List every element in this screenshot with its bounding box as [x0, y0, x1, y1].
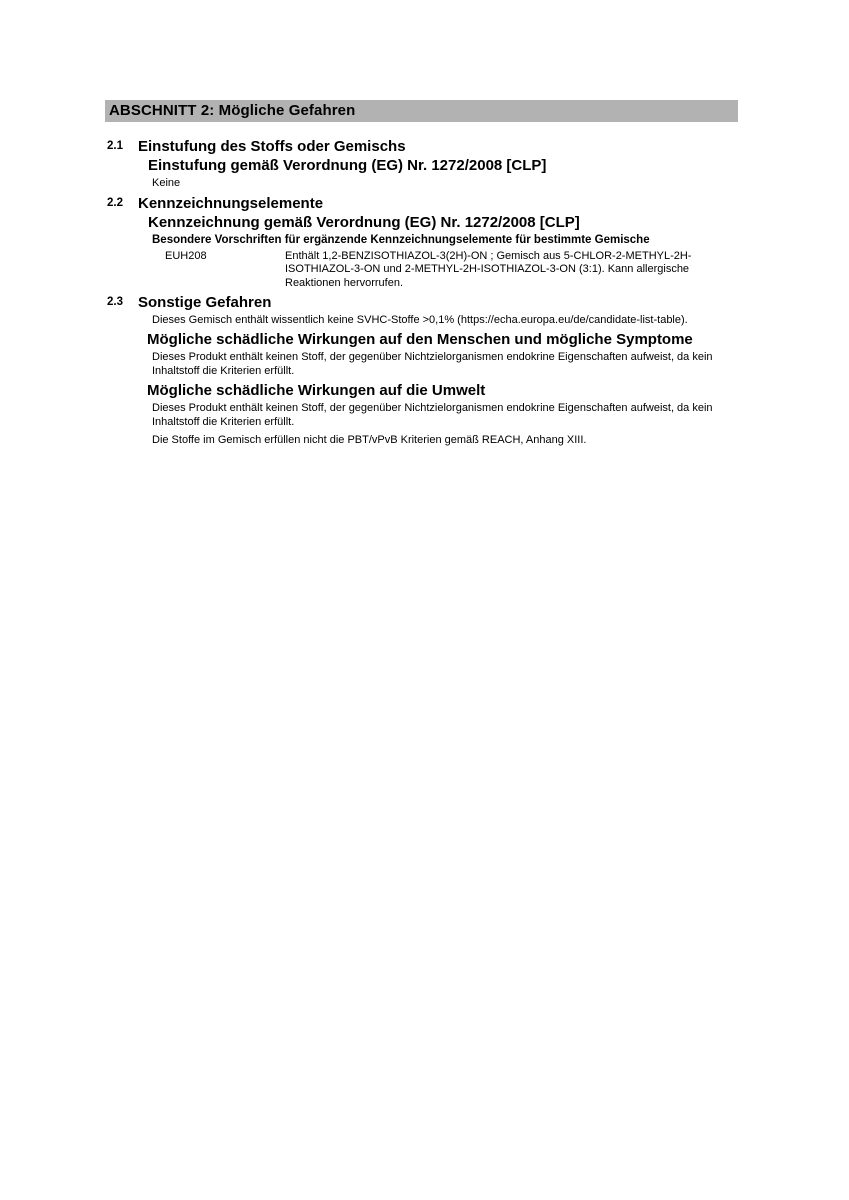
pbt-note: Die Stoffe im Gemisch erfüllen nicht die PBT/vPvB Kriterien gemäß REACH, Anhang XIII. [152, 433, 587, 446]
section-2-2 [105, 194, 738, 291]
section-2-2-subtitle: Kennzeichnung gemäß Verordnung (EG) Nr. 1272/2008 [CLP] [148, 213, 580, 231]
section-2-1 [105, 137, 738, 191]
spacer [138, 430, 738, 432]
euh-statement-text: Enthält 1,2-BENZISOTHIAZOL-3(2H)-ON ; Gemisch aus 5-CHLOR-2-METHYL-2H-ISOTHIAZOL-3-ON und 2-METHYL-2H-ISOTHIAZOL-3-ON (3:1). Kann allergische Reaktionen hervorrufen. [285, 249, 692, 289]
section-number-2-3: 2.3 [107, 296, 123, 308]
classification-value: Keine [152, 177, 181, 189]
svhc-note: Dieses Gemisch enthält wissentlich keine SVHC-Stoffe >0,1% (https://echa.europa.eu/de/candidate-list-table). [152, 314, 688, 326]
environment-effects-heading: Mögliche schädliche Wirkungen auf die Umwelt [147, 381, 486, 399]
section-header-bar: ABSCHNITT 2: Mögliche Gefahren [105, 100, 738, 122]
human-effects-heading: Mögliche schädliche Wirkungen auf den Menschen und mögliche Symptome [147, 330, 693, 348]
special-provisions-heading: Besondere Vorschriften für ergänzende Kennzeichnungselemente für bestimmte Gemische [152, 233, 650, 246]
human-effects-text: Dieses Produkt enthält keinen Stoff, der gegenüber Nichtzielorganismen endokrine Eigenschaften aufweist, da kein Inhaltstoff die Kriterien erfüllt. [152, 350, 713, 377]
section-2-1-subtitle: Einstufung gemäß Verordnung (EG) Nr. 1272/2008 [CLP] [148, 157, 547, 174]
section-2-3 [105, 293, 738, 447]
section-number-2-1: 2.1 [107, 140, 123, 152]
section-2-2-title: Kennzeichnungselemente [138, 194, 324, 212]
euh-statement-row [165, 250, 738, 291]
section-2-3-title: Sonstige Gefahren [138, 294, 272, 311]
environment-effects-text: Dieses Produkt enthält keinen Stoff, der gegenüber Nichtzielorganismen endokrine Eigenschaften aufweist, da kein Inhaltstoff die Kriterien erfüllt. [152, 401, 713, 428]
document-content [105, 100, 738, 450]
section-2-1-title: Einstufung des Stoffs oder Gemischs [138, 138, 406, 155]
section-number-2-2: 2.2 [107, 196, 123, 209]
euh-code: EUH208 [165, 249, 207, 262]
